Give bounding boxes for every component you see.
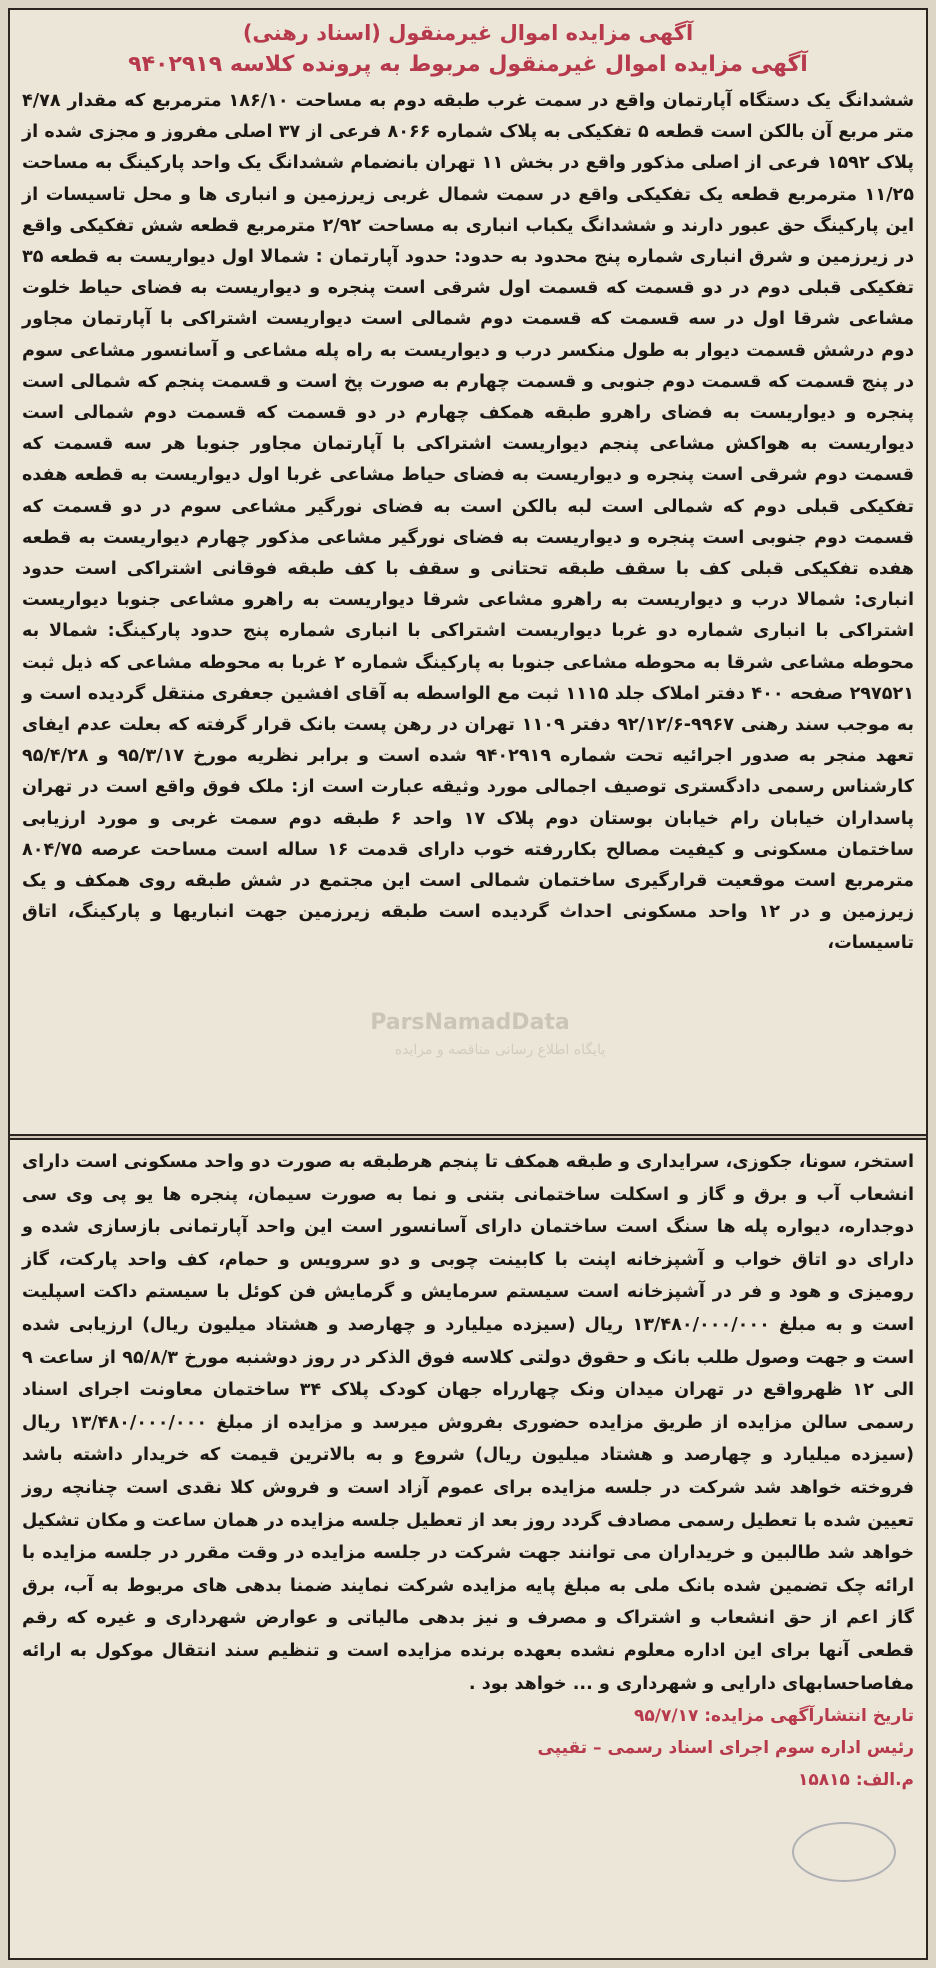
- notice-upper-column: [22, 18, 914, 1118]
- reference-line: [22, 1764, 914, 1796]
- notice-lower-column: [22, 1146, 914, 1954]
- publish-date-value: ۹۵/۷/۱۷: [634, 1706, 699, 1727]
- notice-body-lower: استخر، سونا، جکوزی، سرایداری و طبقه همکف تا پنجم هرطبقه به صورت دو واحد مسکونی است دارای انشعاب آب و برق و گاز و اسکلت ساختمانی بتنی و نما به صورت سیمان، پنجره ها یو پی وی سی دوجداره، دیواره پله ها سنگ است ساختمان دارای آسانسور است این واحد آپارتمانی بازسازی شده و دارای دو اتاق خواب و آشپزخانه اپنت با کابینت چوبی و دو سرویس و حمام، کف واحد پارکت، گاز رومیزی و هود و فر در آشپزخانه است سیستم سرمایش و گرمایش فن کوئل با سیستم داکت اسپلیت است و به مبلغ ۱۳/۴۸۰/۰۰۰/۰۰۰ ریال (سیزده میلیارد و چهارصد و هشتاد میلیون ریال) ارزیابی شده است و جهت وصول طلب بانک و حقوق دولتی کلاسه فوق الذکر در روز دوشنبه مورخ ۹۵/۸/۳ از ساعت ۹ الی ۱۲ ظهرواقع در تهران میدان ونک چهارراه جهان کودک پلاک ۳۴ ساختمان معاونت اجرای اسناد رسمی سالن مزایده از طریق مزایده حضوری بفروش میرسد و مزایده از مبلغ ۱۳/۴۸۰/۰۰۰/۰۰۰ ریال (سیزده میلیارد و چهارصد و هشتاد میلیون ریال) شروع و به بالاترین قیمت که خریدار داشته باشد فروخته خواهد شد شرکت در جلسه مزایده برای عموم آزاد است و فروش کلا نقدی است چنانچه روز تعیین شده با تعطیل رسمی مصادف گردد روز بعد از تعطیل جلسه مزایده در همان ساعت و مکان تشکیل خواهد شد طالبین و خریداران می توانند جهت شرکت در جلسه مزایده در وقت مقرر در جلسه مزایده با ارائه چک تضمین شده بانک ملی به مبلغ پایه مزایده شرکت نمایند ضمنا بدهی های مربوط به آب، برق گاز اعم از حق انشعاب و اشتراک و مصرف و نیز بدهی مالیاتی و عوارض شهرداری و غیره که رقم قطعی آنها برای این اداره معلوم نشده بعهده برنده مزایده است و تنظیم سند انتقال موکول به ارائه مفاصاحسابهای دارایی و شهرداری و ... خواهد بود .: [22, 1152, 915, 1694]
- watermark-site: ParsNamadData: [370, 1010, 570, 1035]
- publish-date-line: [22, 1700, 914, 1732]
- watermark-caption: پایگاه اطلاع رسانی مناقصه و مزایده: [394, 1042, 606, 1058]
- notice-title: آگهی مزایده اموال غیرمنقول (اسناد رهنی): [242, 21, 694, 45]
- publish-date-label: تاریخ انتشارآگهی مزایده:: [704, 1706, 914, 1727]
- signer-line: رئیس اداره سوم اجرای اسناد رسمی – تقیپی: [537, 1738, 914, 1759]
- notice-body-upper: ششدانگ یک دستگاه آپارتمان واقع در سمت غرب طبقه دوم به مساحت ۱۸۶/۱۰ مترمربع که مقدار ۴/۷۸ متر مربع آن بالکن است قطعه ۵ تفکیکی به پلاک شماره ۸۰۶۶ فرعی از ۳۷ اصلی مفروز و مجزی شده از پلاک ۱۵۹۲ فرعی از اصلی مذکور واقع در بخش ۱۱ تهران بانضمام ششدانگ یک واحد پارکینگ به مساحت ۱۱/۲۵ مترمربع قطعه یک تفکیکی واقع در سمت شمال غربی زیرزمین و انباری ها و محل تاسیسات از این پارکینگ حق عبور دارند و ششدانگ یکباب انباری به مساحت ۲/۹۲ مترمربع قطعه شش تفکیکی واقع در زیرزمین و شرق انباری شماره پنج محدود به حدود: حدود آپارتمان : شمالا اول دیواریست به قطعه ۳۵ تفکیکی قبلی دوم در دو قسمت که قسمت اول شرقی است پنجره و دیواریست به فضای حیاط خلوت مشاعی شرقا اول در سه قسمت که قسمت دوم شمالی است دیواریست اشتراکی با آپارتمان مجاور دوم درشش قسمت دیوار به طول منکسر درب و دیواریست به راه پله مشاعی و آسانسور مشاعی سوم در پنج قسمت که قسمت دوم جنوبی و قسمت چهارم به صورت پخ است و قسمت پنجم که شمالی است پنجره و دیواریست به فضای راهرو طبقه همکف چهارم در دو قسمت که قسمت دوم شمالی است دیواریست به هواکش مشاعی پنجم دیواریست اشتراکی با آپارتمان مجاور جنوبا هر سه قسمت که قسمت دوم شرقی است پنجره و دیواریست به فضای حیاط مشاعی غربا اول دیواریست به قطعه هفده تفکیکی قبلی دوم که شمالی است لبه بالکن است به فضای نورگیر مشاعی سوم در دو قسمت که قسمت دوم جنوبی است پنجره و دیواریست به فضای نورگیر مشاعی مذکور چهارم دیواریست به قطعه هفده تفکیکی قبلی کف با سقف طبقه تحتانی و سقف با کف طبقه فوقانی اشتراکی است حدود انباری: شمالا درب و دیواریست به راهرو مشاعی شرقا دیواریست به راهرو مشاعی جنوبا دیواریست اشتراکی با انباری شماره دو غربا دیواریست اشتراکی با انباری شماره پنج حدود پارکینگ: شمالا به محوطه مشاعی شرقا به محوطه مشاعی جنوبا به پارکینگ شماره ۲ غربا به محوطه مشاعی که ذیل ثبت ۲۹۷۵۲۱ صفحه ۴۰۰ دفتر املاک جلد ۱۱۱۵ ثبت مع الواسطه به آقای افشین جعفری منتقل گردیده است و به موجب سند رهنی ۹۹۶۷-۹۲/۱۲/۶ دفتر ۱۱۰۹ تهران در رهن پست بانک قرار گرفته که بعلت عدم ایفای تعهد منجر به صدور اجرائیه تحت شماره ۹۴۰۲۹۱۹ شده است و برابر نظریه مورخ ۹۵/۳/۱۷ و ۹۵/۴/۲۸ کارشناس رسمی دادگستری توصیف اجمالی مورد وثیقه عبارت است از: ملک فوق واقع است در تهران پاسداران خیابان رام خیابان بوستان دوم پلاک ۱۷ واحد ۶ طبقه دوم سمت غربی و مورد ارزیابی ساختمان مسکونی و کیفیت مصالح بکاررفته خوب دارای قدمت ۱۶ ساله است مساحت عرصه ۸۰۴/۷۵ مترمربع است موقعیت قرارگیری ساختمان شمالی است این مجتمع در شش طبقه روی همکف و یک زیرزمین و در ۱۲ واحد مسکونی احداث گردیده است طبقه زیرزمین جهت انباریها و پارکینگ، اتاق تاسیسات،: [22, 91, 915, 954]
- faint-stamp-icon: [792, 1822, 896, 1882]
- reference-label: م.الف:: [855, 1770, 914, 1791]
- reference-number: ۱۵۸۱۵: [798, 1770, 850, 1791]
- newspaper-clipping: [8, 8, 928, 1960]
- notice-subtitle: آگهی مزایده اموال غیرمنقول مربوط به پرونده کلاسه ۹۴۰۲۹۱۹: [128, 52, 808, 77]
- column-divider: [10, 1134, 926, 1140]
